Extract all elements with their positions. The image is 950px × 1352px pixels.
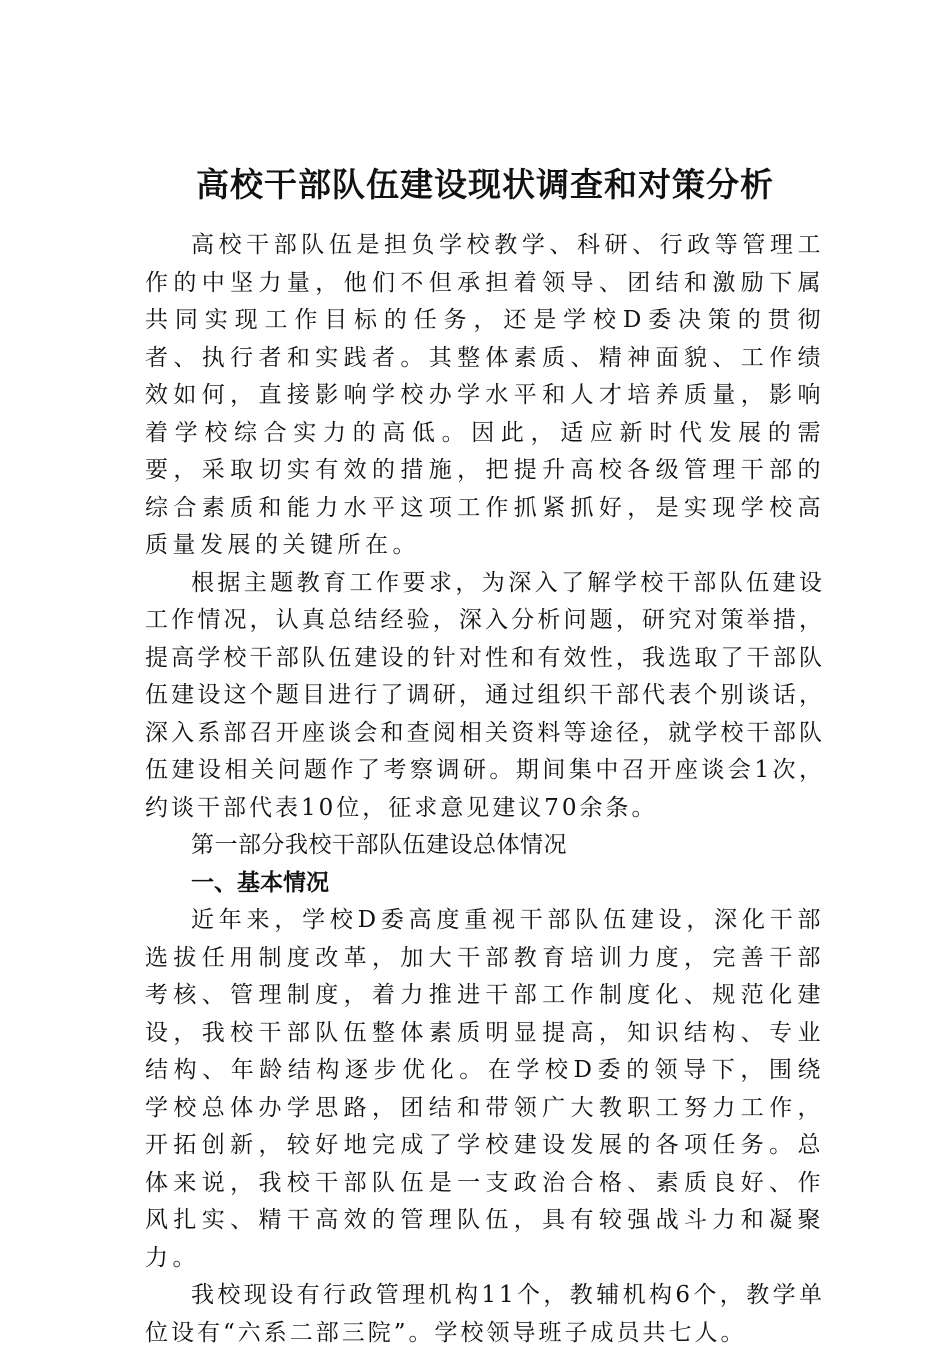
document-body [145, 227, 825, 1352]
document-page [145, 0, 825, 1344]
intro-paragraph-1: 高校干部队伍是担负学校教学、科研、行政等管理工作的中坚力量，他们不但承担着领导、团结和激励下属共同实现工作目标的任务，还是学校D委决策的贯彻者、执行者和实践者。其整体素质、精神面貌、工作绩效如何，直接影响学校办学水平和人才培养质量，影响着学校综合实力的高低。因此，适应新时代发展的需要，采取切实有效的措施，把提升高校各级管理干部的综合素质和能力水平这项工作抓紧抓好，是实现学校高质量发展的关键所在。 [145, 232, 825, 558]
part-heading: 第一部分我校干部队伍建设总体情况 [191, 832, 567, 858]
document-title: 高校干部队伍建设现状调查和对策分析 [196, 165, 774, 204]
section-paragraph-2: 我校现设有行政管理机构11个，教辅机构6个，教学单位设有“六系二部三院”。学校领导班子成员共七人。 [145, 1282, 825, 1346]
section-paragraph-1: 近年来，学校D委高度重视干部队伍建设，深化干部选拔任用制度改革，加大干部教育培训力度，完善干部考核、管理制度，着力推进干部工作制度化、规范化建设，我校干部队伍整体素质明显提高，知识结构、专业结构、年龄结构逐步优化。在学校D委的领导下，围绕学校总体办学思路，团结和带领广大教职工努力工作，开拓创新，较好地完成了学校建设发展的各项任务。总体来说，我校干部队伍是一支政治合格、素质良好、作风扎实、精干高效的管理队伍，具有较强战斗力和凝聚力。 [145, 907, 825, 1271]
section-heading: 一、基本情况 [191, 869, 329, 896]
intro-paragraph-2: 根据主题教育工作要求，为深入了解学校干部队伍建设工作情况，认真总结经验，深入分析问题，研究对策举措，提高学校干部队伍建设的针对性和有效性，我选取了干部队伍建设这个题目进行了调研，通过组织干部代表个别谈话，深入系部召开座谈会和查阅相关资料等途径，就学校干部队伍建设相关问题作了考察调研。期间集中召开座谈会1次，约谈干部代表10位，征求意见建议70余条。 [145, 569, 825, 821]
